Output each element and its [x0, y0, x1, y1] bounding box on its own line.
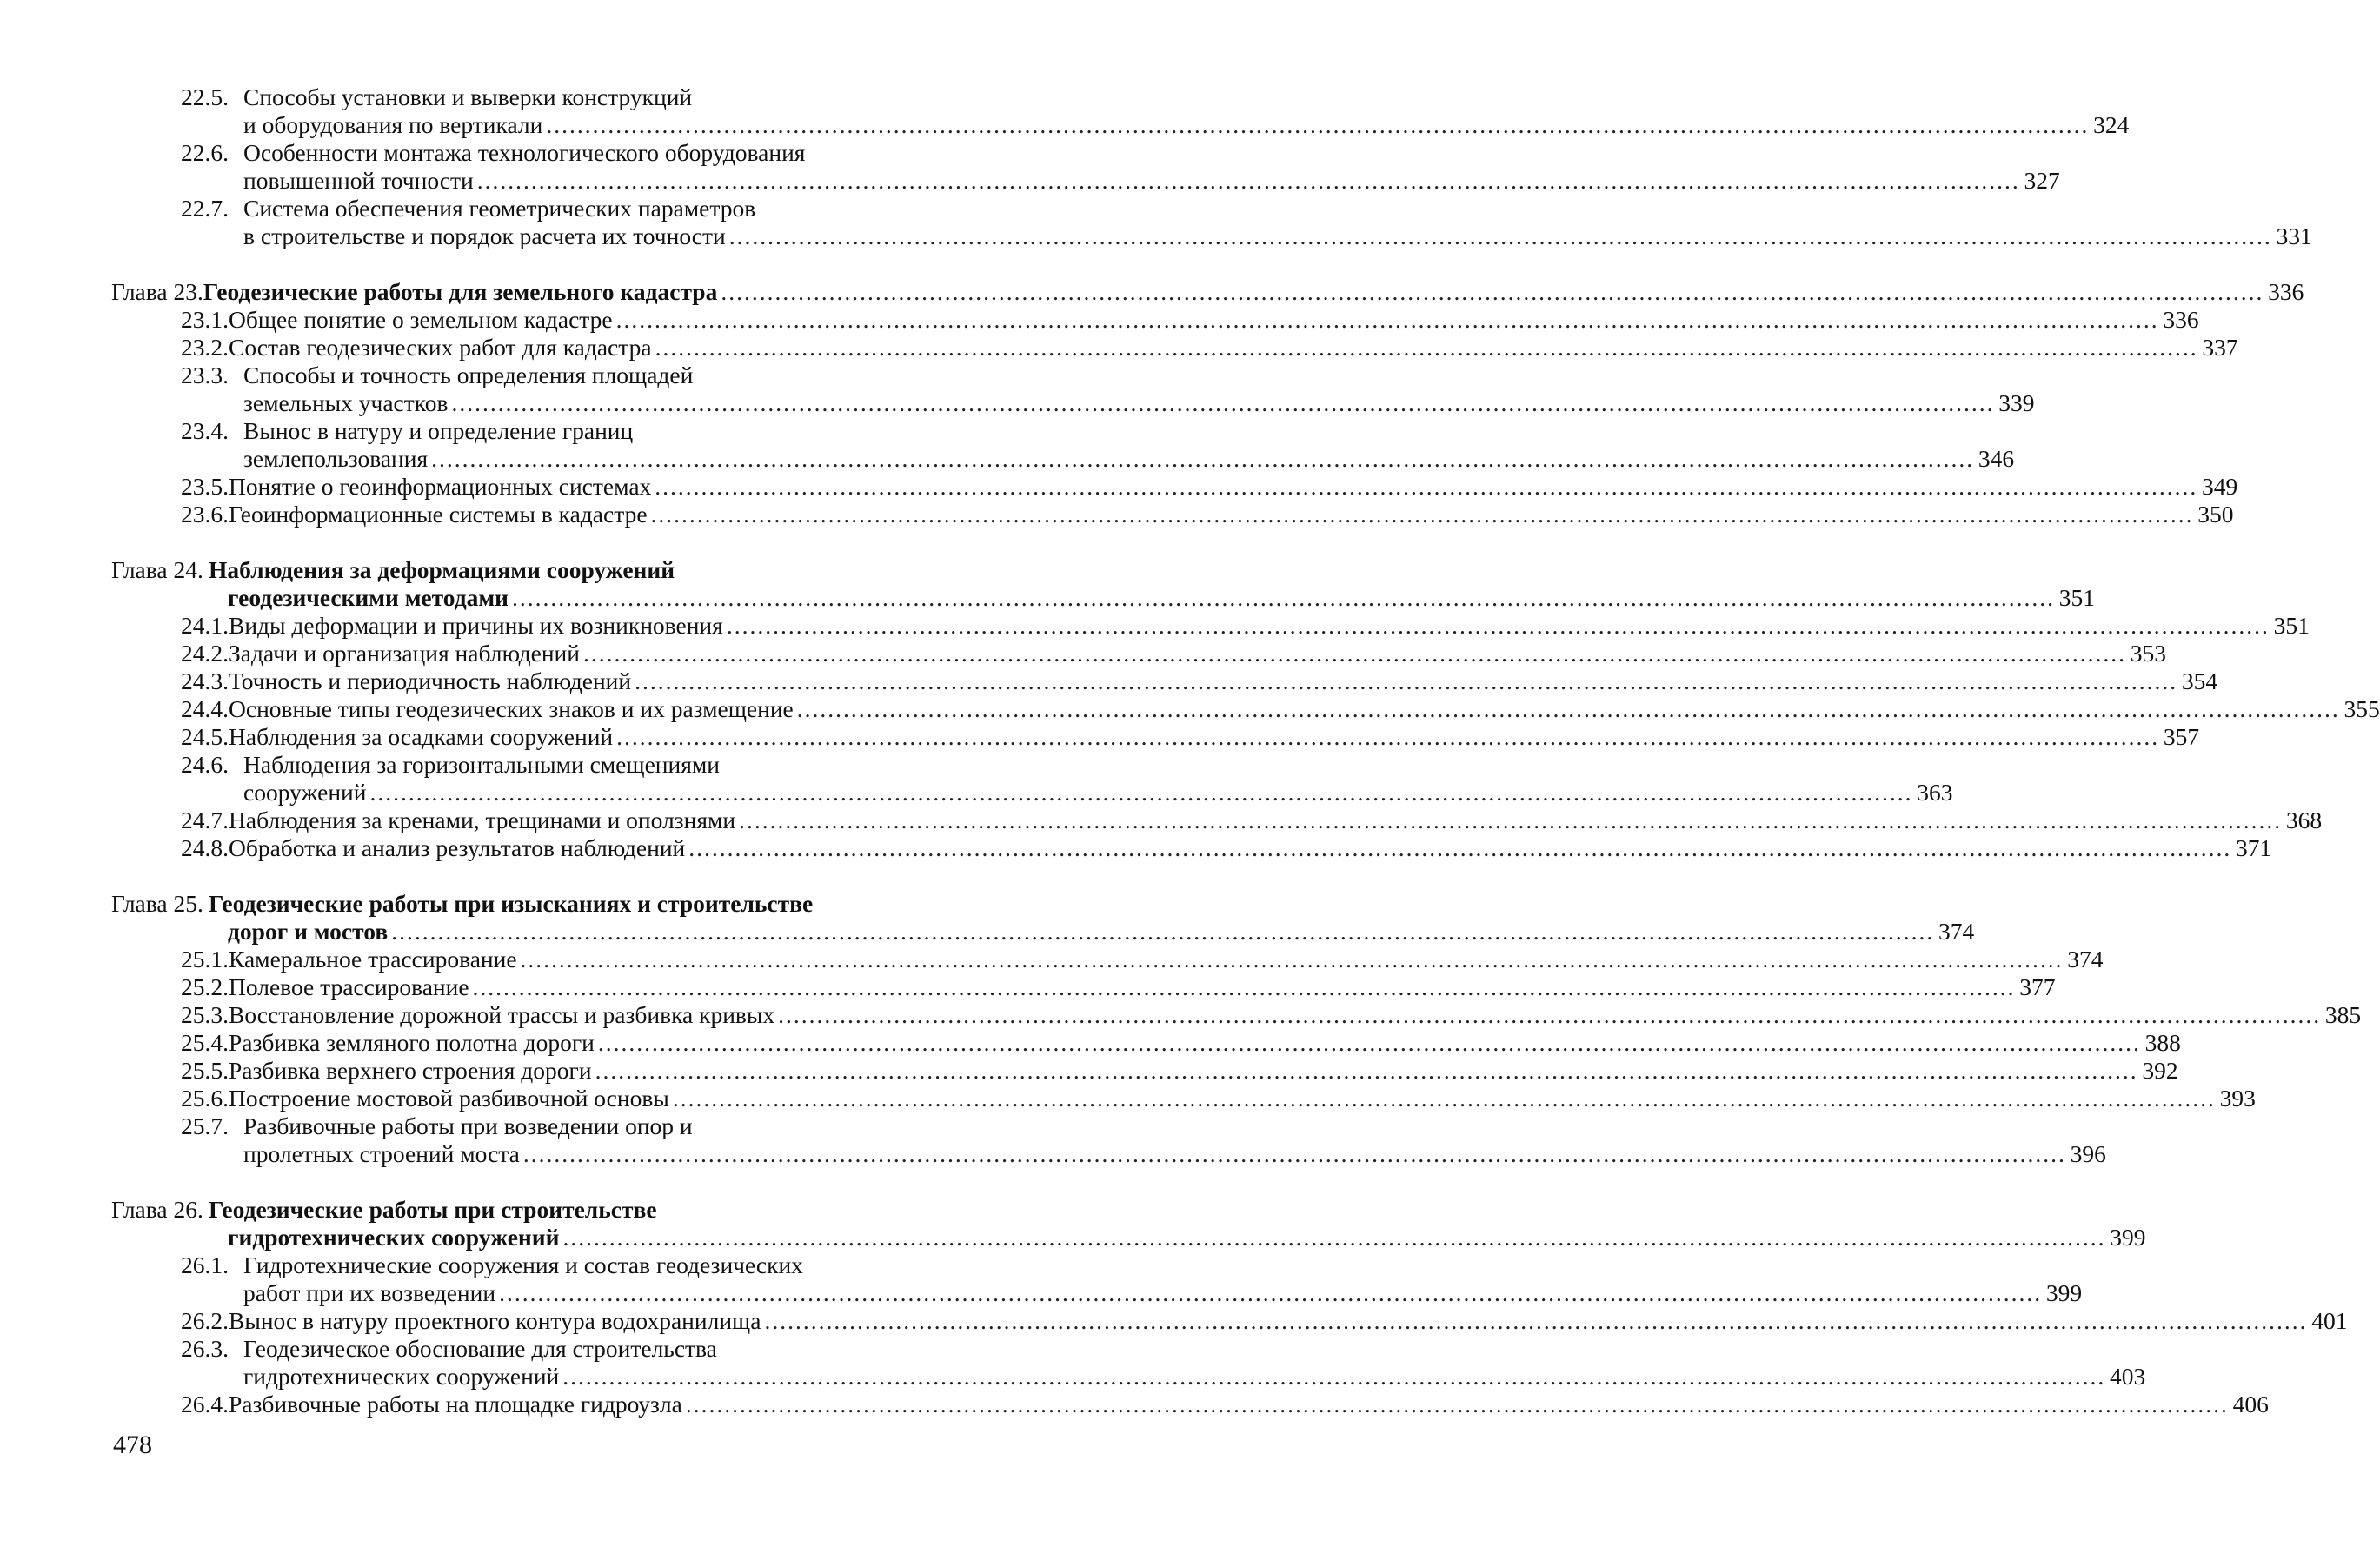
section-number: 23.1.	[181, 306, 229, 333]
section-page-number: 406	[2232, 1391, 2269, 1418]
section-page-number: 392	[2142, 1057, 2178, 1084]
section-number: 25.5.	[181, 1057, 229, 1084]
section-title	[229, 1029, 2181, 1057]
block-spacer	[111, 528, 933, 556]
section-page-number: 393	[2219, 1085, 2256, 1112]
section-title-text: Наблюдения за осадками сооружений	[229, 723, 614, 750]
leader-dots: ........................................................................................................................................................................................................	[583, 640, 2126, 667]
section-number: 22.5.	[181, 83, 229, 110]
toc-entry-line	[111, 946, 2104, 973]
toc-entry-line	[111, 334, 2238, 362]
section-title	[243, 222, 2312, 250]
chapter-title-line	[111, 584, 2095, 612]
section-title	[229, 306, 2199, 334]
leader-dots: ........................................................................................................................................................................................................	[726, 612, 2270, 639]
leader-dots: ........................................................................................................................................................................................................	[728, 222, 2272, 249]
section-title-text: Восстановление дорожной трассы и разбивка кривых	[229, 1001, 775, 1028]
section-title-text: Камеральное трассирование	[229, 946, 517, 973]
chapter-label: Глава 26.	[111, 1196, 203, 1223]
section-title	[229, 1001, 2362, 1029]
section-title-text: гидротехнических сооружений	[243, 1363, 560, 1390]
toc-entry-line	[111, 1001, 2362, 1029]
section-number: 24.1.	[181, 612, 229, 639]
section-number: 24.7.	[181, 807, 229, 833]
section-title-text: Общее понятие о земельном кадастре	[229, 306, 613, 333]
section-title-text: повышенной точности	[243, 167, 474, 194]
section-title-text: Вынос в натуру и определение границ	[243, 417, 634, 444]
leader-dots: ........................................................................................................................................................................................................	[650, 501, 2194, 528]
section-page-number: 385	[2324, 1001, 2362, 1028]
leader-dots: ........................................................................................................................................................................................................	[616, 723, 2160, 750]
section-title	[229, 695, 2380, 723]
section-page-number: 374	[2067, 946, 2104, 973]
section-number: 23.3.	[181, 362, 229, 388]
toc-entry-line	[111, 83, 933, 111]
toc-entry-line	[111, 667, 2218, 695]
toc-entry-line	[111, 167, 2060, 195]
chapter-block	[111, 556, 2380, 862]
toc-entry-line	[111, 1140, 2106, 1168]
toc-entry-line	[111, 1363, 2146, 1391]
leader-dots: ........................................................................................................................................................................................................	[721, 278, 2264, 305]
toc-entry-line	[111, 111, 2130, 139]
section-title	[243, 417, 933, 445]
section-title-text: Геодезическое обоснование для строительства	[243, 1335, 717, 1362]
chapter-title-line	[111, 890, 933, 918]
leader-dots: ........................................................................................................................................................................................................	[739, 807, 2283, 833]
section-title-text: Наблюдения за кренами, трещинами и оползнями	[229, 807, 736, 833]
section-title	[243, 1112, 933, 1140]
section-page-number: 388	[2144, 1029, 2181, 1056]
section-page-number: 337	[2202, 334, 2238, 361]
chapter-title-text: геодезическими методами	[228, 584, 509, 611]
toc-entry-line	[111, 807, 2323, 834]
table-of-contents	[111, 83, 2380, 1418]
toc-entry-line	[111, 1029, 2181, 1057]
section-title	[229, 640, 2166, 667]
leader-dots: ........................................................................................................................................................................................................	[499, 1279, 2043, 1306]
toc-entry-line	[111, 834, 2272, 862]
section-title	[229, 1085, 2256, 1112]
toc-entry-line	[111, 1057, 2178, 1085]
section-title	[243, 111, 2130, 139]
section-number: 26.4.	[181, 1391, 229, 1418]
section-title	[243, 83, 933, 111]
chapter-title-line	[111, 556, 933, 584]
section-title	[229, 807, 2323, 834]
section-page-number: 357	[2163, 723, 2200, 750]
chapter-title	[228, 584, 2095, 612]
section-title-text: Особенности монтажа технологического оборудования	[243, 139, 806, 166]
section-page-number: 403	[2110, 1363, 2146, 1390]
section-page-number: 351	[2273, 612, 2310, 639]
section-page-number: 396	[2070, 1140, 2106, 1167]
section-title	[243, 362, 933, 389]
section-title-text: Разбивка земляного полотна дороги	[229, 1029, 595, 1056]
block-spacer	[111, 1168, 933, 1196]
chapter-title	[209, 890, 933, 918]
section-title	[229, 834, 2272, 862]
section-title-text: Понятие о геоинформационных системах	[229, 473, 652, 500]
section-title	[229, 473, 2238, 501]
section-number: 25.3.	[181, 1001, 229, 1028]
leader-dots: ........................................................................................................................................................................................................	[511, 584, 2055, 611]
section-number: 24.4.	[181, 695, 229, 722]
block-spacer	[111, 862, 933, 890]
section-title-text: Разбивочные работы при возведении опор и	[243, 1112, 693, 1139]
toc-entry-line	[111, 1252, 933, 1279]
leader-dots: ........................................................................................................................................................................................................	[688, 834, 2232, 861]
leader-dots: ........................................................................................................................................................................................................	[597, 1029, 2141, 1056]
section-title-text: работ при их возведении	[243, 1279, 496, 1306]
chapter-page-number: 336	[2268, 278, 2304, 305]
section-title	[243, 445, 2015, 473]
chapter-title	[209, 1196, 933, 1224]
section-title	[229, 723, 2200, 751]
section-title-text: Способы установки и выверки конструкций	[243, 83, 693, 110]
section-number: 24.8.	[181, 834, 229, 861]
section-number: 24.5.	[181, 723, 229, 750]
section-page-number: 363	[1917, 779, 1953, 806]
toc-entry-line	[111, 222, 2312, 250]
toc-entry-line	[111, 723, 2200, 751]
section-number: 24.6.	[181, 751, 229, 778]
chapter-title	[228, 1224, 2146, 1252]
chapter-title	[228, 918, 1975, 946]
section-title	[243, 139, 933, 167]
section-title	[243, 779, 1953, 807]
section-title-text: земельных участков	[243, 389, 449, 416]
section-number: 23.5.	[181, 473, 229, 500]
toc-entry-line	[111, 1085, 2256, 1112]
toc-entry-line	[111, 640, 2166, 667]
section-title-text: Гидротехнические сооружения и состав геодезических	[243, 1252, 803, 1278]
leader-dots: ........................................................................................................................................................................................................	[431, 445, 1975, 472]
section-page-number: 368	[2285, 807, 2323, 833]
chapter-title-line	[111, 1196, 933, 1224]
block-spacer	[111, 250, 933, 278]
leader-dots: ........................................................................................................................................................................................................	[796, 695, 2340, 722]
section-number: 25.4.	[181, 1029, 229, 1056]
section-page-number: 339	[1998, 389, 2035, 416]
chapter-title	[209, 556, 933, 584]
chapter-title-line	[111, 278, 2304, 306]
section-number: 25.1.	[181, 946, 229, 973]
toc-entry-line	[111, 1279, 2083, 1307]
section-number: 23.4.	[181, 417, 229, 444]
section-number: 25.7.	[181, 1112, 229, 1139]
leader-dots: ........................................................................................................................................................................................................	[595, 1057, 2138, 1084]
leader-dots: ........................................................................................................................................................................................................	[562, 1224, 2106, 1251]
leader-dots: ........................................................................................................................................................................................................	[391, 918, 1935, 945]
section-title-text: Задачи и организация наблюдений	[229, 640, 580, 667]
chapter-page-number: 399	[2110, 1224, 2146, 1251]
toc-entry-line	[111, 695, 2380, 723]
toc-entry-line	[111, 195, 933, 222]
leader-dots: ........................................................................................................................................................................................................	[764, 1307, 2308, 1334]
section-page-number: 327	[2024, 167, 2060, 194]
chapter-title-text: Геодезические работы при изысканиях и строительстве	[209, 890, 814, 917]
section-title	[243, 195, 933, 222]
leader-dots: ........................................................................................................................................................................................................	[778, 1001, 2322, 1028]
chapter-label: Глава 24.	[111, 556, 203, 583]
section-number: 22.6.	[181, 139, 229, 166]
section-title	[243, 1335, 933, 1363]
leader-dots: ........................................................................................................................................................................................................	[476, 167, 2020, 194]
chapter-title-text: Геодезические работы при строительстве	[209, 1196, 657, 1223]
section-title-text: Основные типы геодезических знаков и их размещение	[229, 695, 794, 722]
section-number: 23.2.	[181, 334, 229, 361]
toc-entry-line	[111, 1307, 2348, 1335]
section-page-number: 377	[2019, 973, 2056, 1000]
toc-entry-line	[111, 1335, 933, 1363]
section-title	[243, 1252, 933, 1279]
section-page-number: 371	[2236, 834, 2272, 861]
section-page-number: 399	[2045, 1279, 2083, 1306]
section-title-text: Полевое трассирование	[229, 973, 469, 1000]
section-number: 24.2.	[181, 640, 229, 667]
section-title-text: Наблюдения за горизонтальными смещениями	[243, 751, 720, 778]
chapter-block	[111, 890, 2362, 1168]
leader-dots: ........................................................................................................................................................................................................	[520, 946, 2064, 973]
section-page-number: 353	[2130, 640, 2166, 667]
toc-entry-line	[111, 779, 1953, 807]
section-number: 24.3.	[181, 667, 229, 694]
chapter-title-text: Геодезические работы для земельного кадастра	[203, 278, 718, 305]
section-title-text: Состав геодезических работ для кадастра	[229, 334, 652, 361]
section-title	[229, 501, 2234, 528]
section-number: 25.2.	[181, 973, 229, 1000]
chapter-title-line	[111, 1224, 2146, 1252]
section-title	[229, 973, 2056, 1001]
section-title	[243, 1363, 2146, 1391]
section-title	[243, 1140, 2106, 1168]
section-page-number: 324	[2093, 111, 2130, 138]
leader-dots: ........................................................................................................................................................................................................	[522, 1140, 2066, 1167]
toc-entry-line	[111, 445, 2015, 473]
toc-entry-line	[111, 473, 2238, 501]
leader-dots: ........................................................................................................................................................................................................	[451, 389, 1995, 416]
leader-dots: ........................................................................................................................................................................................................	[655, 334, 2198, 361]
leader-dots: ........................................................................................................................................................................................................	[472, 973, 2016, 1000]
section-title	[229, 667, 2218, 695]
section-title	[229, 1391, 2269, 1418]
leader-dots: ........................................................................................................................................................................................................	[685, 1391, 2229, 1418]
toc-entry-line	[111, 417, 933, 445]
section-title-text: в строительстве и порядок расчета их точности	[243, 222, 726, 249]
section-title-text: Обработка и анализ результатов наблюдений	[229, 834, 686, 861]
section-title	[229, 946, 2104, 973]
section-page-number: 349	[2202, 473, 2238, 500]
leader-dots: ........................................................................................................................................................................................................	[655, 473, 2198, 500]
toc-entry-line	[111, 306, 2199, 334]
section-page-number: 350	[2197, 501, 2234, 528]
section-title	[229, 1307, 2348, 1335]
chapter-title	[203, 278, 2304, 306]
section-title	[243, 389, 2035, 417]
page-number: 478	[113, 1431, 152, 1459]
chapter-title-text: Наблюдения за деформациями сооружений	[209, 556, 675, 583]
section-page-number: 401	[2311, 1307, 2348, 1334]
chapter-title-text: гидротехнических сооружений	[228, 1224, 560, 1251]
toc-entry-line	[111, 501, 2234, 528]
section-title-text: Способы и точность определения площадей	[243, 362, 694, 388]
section-title-text: и оборудования по вертикали	[243, 111, 543, 138]
section-title	[229, 1057, 2178, 1085]
toc-entry-line	[111, 389, 2035, 417]
leader-dots: ........................................................................................................................................................................................................	[562, 1363, 2106, 1390]
section-page-number: 355	[2343, 695, 2380, 722]
section-number: 25.6.	[181, 1085, 229, 1112]
section-title	[229, 334, 2238, 362]
leader-dots: ........................................................................................................................................................................................................	[369, 779, 1913, 806]
chapter-label: Глава 23.	[111, 278, 203, 305]
toc-entry-line	[111, 139, 933, 167]
leader-dots: ........................................................................................................................................................................................................	[635, 667, 2178, 694]
toc-entry-line	[111, 973, 2056, 1001]
section-number: 26.1.	[181, 1252, 229, 1278]
section-title	[229, 612, 2310, 640]
chapter-title-text: дорог и мостов	[228, 918, 389, 945]
section-page-number: 336	[2163, 306, 2199, 333]
section-title	[243, 751, 933, 779]
section-title	[243, 1279, 2083, 1307]
chapter-page-number: 374	[1938, 918, 1975, 945]
section-title	[243, 167, 2060, 195]
section-title-text: Виды деформации и причины их возникновения	[229, 612, 723, 639]
section-title-text: сооружений	[243, 779, 367, 806]
toc-entry-line	[111, 612, 2310, 640]
section-title-text: Система обеспечения геометрических параметров	[243, 195, 756, 222]
leader-dots: ........................................................................................................................................................................................................	[672, 1085, 2216, 1112]
section-block	[111, 83, 2312, 250]
chapter-label: Глава 25.	[111, 890, 203, 917]
section-page-number: 354	[2181, 667, 2218, 694]
leader-dots: ........................................................................................................................................................................................................	[546, 111, 2090, 138]
section-title-text: Разбивочные работы на площадке гидроузла	[229, 1391, 682, 1418]
section-title-text: пролетных строений моста	[243, 1140, 520, 1167]
section-title-text: Разбивка верхнего строения дороги	[229, 1057, 592, 1084]
toc-entry-line	[111, 362, 933, 389]
section-title-text: Построение мостовой разбивочной основы	[229, 1085, 669, 1112]
section-page-number: 346	[1978, 445, 2015, 472]
section-title-text: Точность и периодичность наблюдений	[229, 667, 632, 694]
chapter-block	[111, 1196, 2348, 1418]
section-page-number: 331	[2276, 222, 2312, 249]
toc-entry-line	[111, 1112, 933, 1140]
chapter-page-number: 351	[2058, 584, 2095, 611]
section-number: 26.3.	[181, 1335, 229, 1362]
section-title-text: землепользования	[243, 445, 429, 472]
toc-entry-line	[111, 751, 933, 779]
section-number: 26.2.	[181, 1307, 229, 1334]
section-title-text: Геоинформационные системы в кадастре	[229, 501, 648, 528]
toc-entry-line	[111, 1391, 2269, 1418]
chapter-title-line	[111, 918, 1975, 946]
leader-dots: ........................................................................................................................................................................................................	[615, 306, 2159, 333]
chapter-block	[111, 278, 2304, 528]
section-title-text: Вынос в натуру проектного контура водохранилища	[229, 1307, 761, 1334]
section-number: 22.7.	[181, 195, 229, 222]
section-number: 23.6.	[181, 501, 229, 528]
